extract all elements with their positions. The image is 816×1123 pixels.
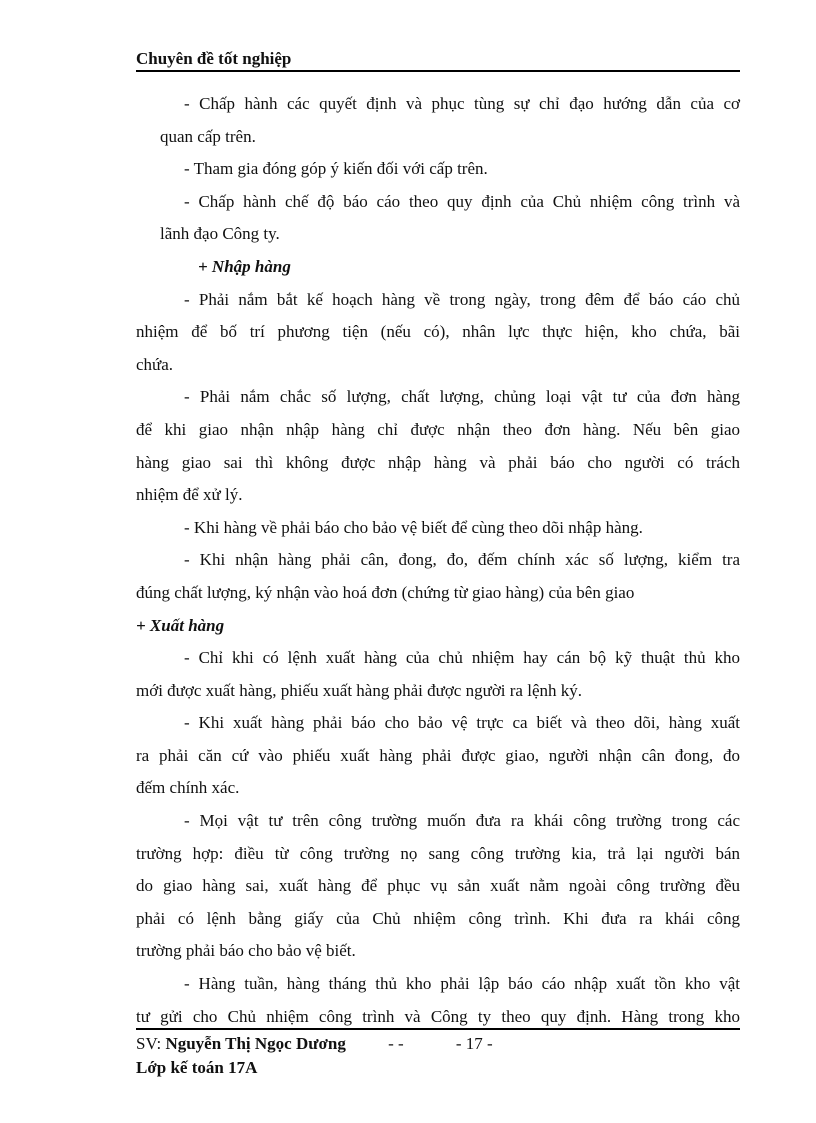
text-line: - Hàng tuần, hàng tháng thủ kho phải lập báo cáo nhập xuất tồn kho vật [184, 974, 740, 994]
text-line: tư gửi cho Chủ nhiệm công trình và Công ty theo quy định. Hàng trong kho [136, 1006, 740, 1026]
text-line: lãnh đạo Công ty. [160, 224, 280, 244]
document-body [136, 88, 740, 1033]
text-line: - Khi xuất hàng phải báo cho bảo vệ trực ca biết và theo dõi, hàng xuất [184, 713, 740, 733]
text-line: để khi giao nhận nhập hàng chỉ được nhận theo đơn hàng. Nếu bên giao [136, 419, 740, 439]
text-line: - Khi hàng về phải báo cho bảo vệ biết để cùng theo dõi nhập hàng. [184, 517, 643, 537]
section-heading-nhap-hang: + Nhập hàng [198, 256, 291, 276]
text-line: quan cấp trên. [160, 126, 256, 146]
section-heading-xuat-hang: + Xuất hàng [136, 615, 225, 635]
footer-divider [136, 1028, 740, 1030]
text-line: chứa. [136, 354, 174, 374]
text-line: - Chấp hành các quyết định và phục tùng sự chỉ đạo hướng dẫn của cơ [184, 94, 740, 113]
text-line: mới được xuất hàng, phiếu xuất hàng phải được người ra lệnh ký. [136, 680, 583, 700]
student-name: Nguyễn Thị Ngọc Dương [165, 1034, 346, 1053]
text-line: đúng chất lượng, ký nhận vào hoá đơn (chứng từ giao hàng) của bên giao [136, 582, 635, 602]
page-header-title: Chuyên đề tốt nghiệp [136, 49, 292, 68]
text-line: - Khi nhận hàng phải cân, đong, đo, đếm chính xác số lượng, kiểm tra [184, 550, 740, 570]
header-divider [136, 70, 740, 72]
text-line: phải có lệnh bằng giấy của Chủ nhiệm công trình. Khi đưa ra khái công [136, 908, 740, 928]
text-line: - Phải nắm bắt kế hoạch hàng về trong ngày, trong đêm để báo cáo chủ [184, 289, 740, 309]
text-line: - Mọi vật tư trên công trường muốn đưa ra khái công trường trong các [184, 811, 740, 831]
footer-dashes: - - [388, 1034, 404, 1053]
text-line: - Chỉ khi có lệnh xuất hàng của chủ nhiệm hay cán bộ kỹ thuật thủ kho [184, 648, 740, 668]
text-line: - Phải nắm chắc số lượng, chất lượng, chủng loại vật tư của đơn hàng [184, 387, 740, 407]
page-footer [136, 1032, 493, 1080]
text-line: đếm chính xác. [136, 778, 240, 798]
text-line: - Chấp hành chế độ báo cáo theo quy định của Chủ nhiệm công trình và [184, 191, 740, 211]
text-line: ra phải căn cứ vào phiếu xuất hàng phải được giao, người nhận cân đong, đo [136, 745, 740, 765]
text-line: - Tham gia đóng góp ý kiến đối với cấp trên. [184, 159, 488, 179]
student-label: SV: [136, 1034, 162, 1053]
text-line: trường phải báo cho bảo vệ biết. [136, 941, 356, 961]
text-line: nhiệm để xử lý. [136, 485, 243, 505]
class-name: Lớp kế toán 17A [136, 1058, 258, 1077]
text-line: hàng giao sai thì không được nhập hàng và phải báo cho người có trách [136, 452, 740, 472]
text-line: do giao hàng sai, xuất hàng để phục vụ sản xuất nằm ngoài công trường đều [136, 876, 740, 896]
page-number: - 17 - [455, 1034, 493, 1053]
text-line: nhiệm để bố trí phương tiện (nếu có), nhân lực thực hiện, kho chứa, bãi [136, 322, 740, 342]
text-line: trường hợp: điều từ công trường nọ sang công trường kia, trả lại người bán [136, 843, 740, 863]
